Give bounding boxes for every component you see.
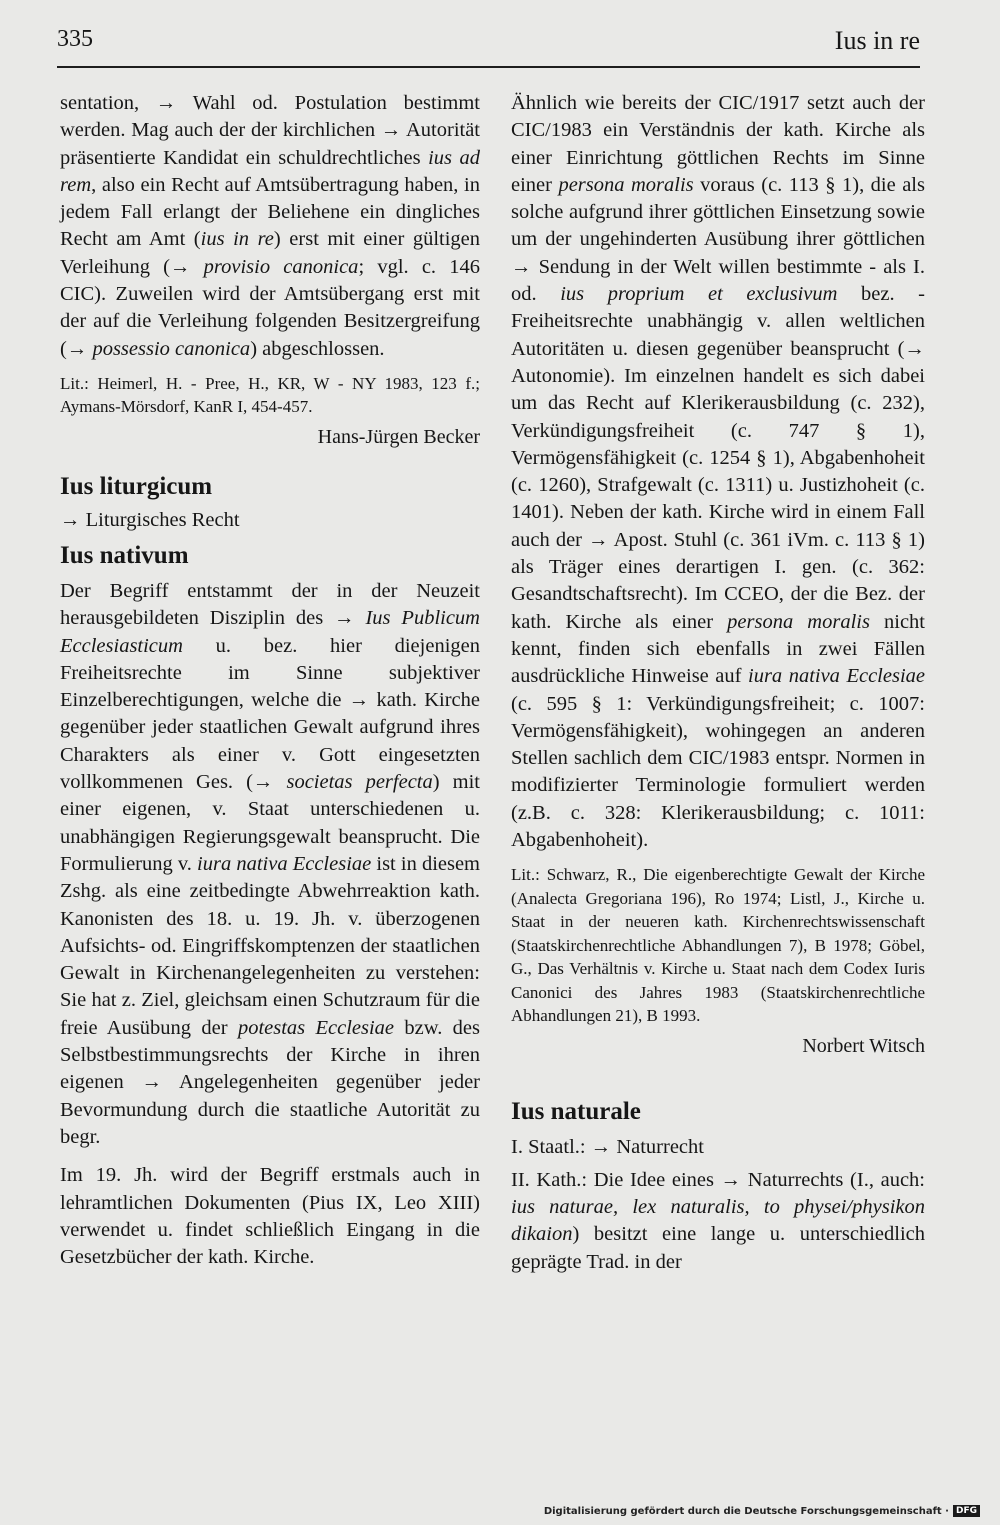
italic-term: ius proprium et exclusivum (560, 283, 838, 306)
cross-reference-naturrecht: I. Staatl.: → Naturrecht (511, 1135, 704, 1158)
text-run: (c. 595 § 1: Verkündigungsfreiheit; c. 1007: Vermögensfähigkeit), wohingegen an anderen Stellen sachlich dem CIC/1983 entspr. Normen in modifizierter Terminologie formuliert werden (z.B. c. 328: Klerikerausbildung; c. 1011: Abgabenhoheit). (511, 692, 925, 852)
text-run: II. Kath.: Die Idee eines → Naturrechts (I., auch: (511, 1168, 925, 1191)
text-run: voraus (c. 113 § 1), die als solche aufgrund ihrer göttlichen Einsetzung sowie um der ungehinderten Ausübung ihrer göttlichen → Sendung in der Welt willen bestimmte - als I. od. (511, 173, 925, 306)
text-run: ) erst mit einer gültigen Verleihung (→ (60, 228, 481, 278)
footer-text: Digitalisierung gefördert durch die Deutsche Forschungsgemeinschaft · (543, 1505, 949, 1517)
text-run: ) mit einer eigenen, v. Staat unterschiedenen u. unabhängigen Regierungsgewalt beansprucht. Die Formulierung v. (60, 771, 480, 875)
italic-term: iura nativa Ecclesiae (748, 665, 925, 688)
italic-term: Ius Publicum Ecclesiasticum (60, 607, 480, 657)
page-number: 335 (57, 26, 93, 52)
right-author: Norbert Witsch (802, 1034, 925, 1057)
italic-term: societas perfecta (286, 771, 433, 794)
ius-nativum-paragraph-1 (60, 578, 480, 1151)
dfg-logo: DFG (953, 1505, 980, 1517)
cross-reference-liturgisches-recht: → Liturgisches Recht (60, 508, 240, 531)
ius-naturale-paragraph (511, 1167, 925, 1276)
italic-term: persona moralis (727, 610, 870, 633)
running-head: Ius in re (834, 26, 920, 55)
left-paragraph-continued (60, 90, 480, 363)
italic-term: ius in re (200, 228, 274, 251)
text-run: bzw. des Selbstbestimmungsrechts der Kirche in ihren eigenen → Angelegenheiten gegenüber jeder Bevormundung durch die staatliche Autorität zu begr. (60, 1016, 481, 1148)
right-column (511, 90, 925, 1276)
text-run: ) besitzt eine lange u. unterschiedlich geprägte Trad. in der (511, 1223, 925, 1273)
text-run: Im 19. Jh. wird der Begriff erstmals auch in lehramtlichen Dokumenten (Pius IX, Leo XIII) verwendet u. findet schließlich Eingang in die Gesetzbücher der kath. Kirche. (60, 1164, 480, 1269)
text-run: Der Begriff entstammt der in der Neuzeit herausgebildeten Disziplin des → (60, 579, 480, 630)
text-run: ; vgl. c. 146 CIC). Zuweilen wird der Amtsübergang erst mit der auf die Verleihung folgenden Besitzergreifung (→ (60, 255, 480, 360)
left-literature: Lit.: Heimerl, H. - Pree, H., KR, W - NY 1983, 123 f.; Aymans-Mörsdorf, KanR I, 454-457. (60, 373, 480, 417)
left-author: Hans-Jürgen Becker (317, 425, 480, 448)
text-run: u. bez. hier diejenigen Freiheitsrechte im Sinne subjektiver Einzelberechtigungen, welche die → kath. Kirche gegenüber jeder staatlichen Gewalt aufgrund ihres Charakters als einer v. Gott eingesetzten vollkommenen Ges. (→ (60, 634, 480, 794)
text-run: , also ein Recht auf Amtsübertragung haben, in jedem Fall erlangt der Beliehene ein dingliches Recht am Amt ( (60, 173, 480, 251)
italic-term: provisio canonica (203, 255, 359, 278)
entry-heading-ius-liturgicum: Ius liturgicum (60, 472, 213, 500)
text-run: ) abgeschlossen. (250, 337, 385, 360)
italic-term: iura nativa Ecclesiae (197, 852, 372, 875)
text-run: Ähnlich wie bereits der CIC/1917 setzt auch der CIC/1983 ein Verständnis der kath. Kirche als einer Einrichtung göttlichen Rechts im Sinne einer (511, 92, 925, 196)
entry-heading-ius-nativum: Ius nativum (60, 541, 189, 569)
ius-nativum-paragraph-2 (60, 1162, 480, 1271)
right-literature: Lit.: Schwarz, R., Die eigenberechtigte Gewalt der Kirche (Analecta Gregoriana 196), Ro 1974; Listl, J., Kirche u. Staat in der neueren kath. Kirchenrechtswissenschaft (Staatskirchenrechtliche Abhandlungen 7), B 1978; Göbel, G., Das Verhältnis v. Kirche u. Staat nach dem Codex Iuris Canonici des Jahres 1983 (Staatskirchenrechtliche Abhandlungen 21), B 1993. (511, 865, 925, 1026)
italic-term: persona moralis (558, 173, 694, 196)
italic-term: ius ad rem (60, 146, 480, 196)
left-column (60, 90, 480, 1271)
entry-heading-ius-naturale: Ius naturale (511, 1097, 641, 1125)
italic-term: ius naturae, lex naturalis, to physei/physikon dikaion (511, 1196, 925, 1246)
text-run: ist in diesem Zshg. als eine zeitbedingte Abwehrreaktion kath. Kanonisten des 18. u. 19. Jh. v. überzogenen Aufsichts- od. Eingriffskomptenzen der staatlichen Gewalt in Kirchenangelegenheiten zu verstehen: Sie hat z. Ziel, gleichsam einen Schutzraum für die freie Ausübung der (60, 852, 481, 1039)
italic-term: possessio canonica (92, 337, 251, 360)
header-rule (57, 66, 920, 68)
text-run: nicht kennt, finden sich ebenfalls in zwei Fällen ausdrückliche Hinweise auf (511, 610, 925, 688)
digitization-footer (544, 1505, 980, 1517)
text-run: sentation, → Wahl od. Postulation bestimmt werden. Mag auch der der kirchlichen → Autorität präsentierte Kandidat ein schuldrechtliches (60, 92, 480, 169)
text-run: bez. - Freiheitsrechte unabhängig v. allen weltlichen Autoritäten u. diesen gegenüber beansprucht (→ Autonomie). Im einzelnen handelt es sich dabei um das Recht auf Klerikerausbildung (c. 232), Verkündigungsfreiheit (c. 747 § 1), Vermögensfähigkeit (c. 1254 § 1), Abgabenhoheit (c. 1260), Strafgewalt (c. 1311) u. Justizhoheit (c. 1401). Neben der kath. Kirche wird in einem Fall auch der → Apost. Stuhl (c. 361 iVm. c. 113 § 1) als Träger eines derartigen I. gen. (c. 362: Gesandtschaftsrecht). Im CCEO, der die Bez. der kath. Kirche als einer (511, 283, 926, 633)
italic-term: potestas Ecclesiae (237, 1016, 395, 1039)
ius-nativum-paragraph-3 (511, 90, 925, 854)
